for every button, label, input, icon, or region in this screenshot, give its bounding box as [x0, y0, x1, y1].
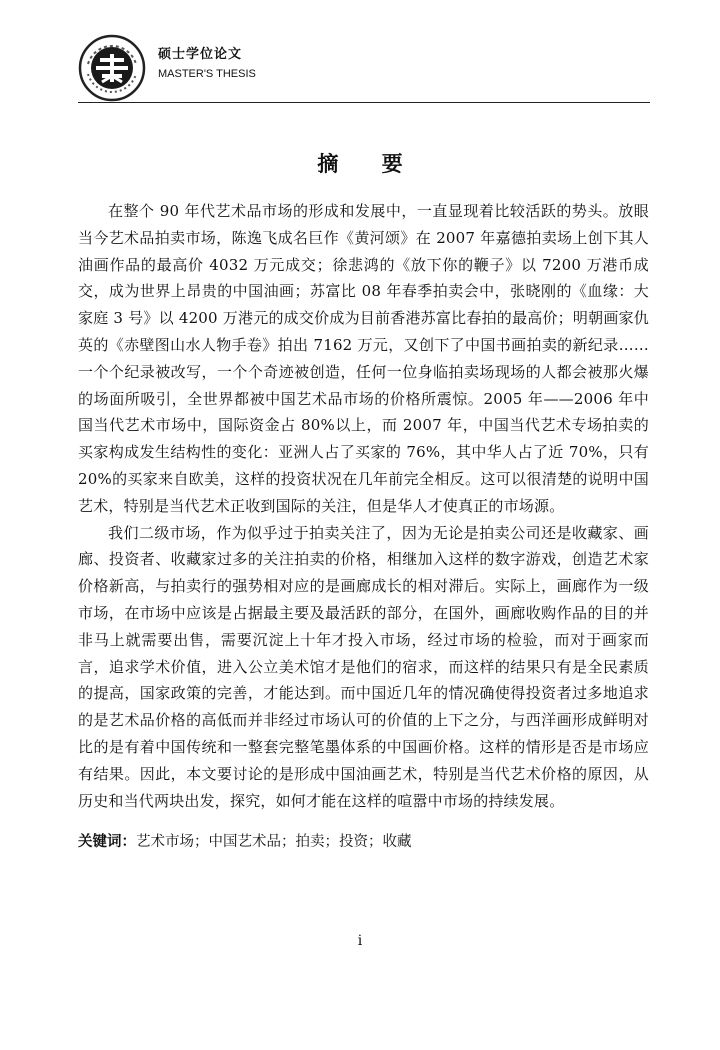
abstract-title: 摘 要 [317, 151, 421, 176]
abstract-paragraph: 在整个 90 年代艺术品市场的形成和发展中，一直显现着比较活跃的势头。放眼当今艺术品拍卖市场，陈逸飞成名巨作《黄河颂》在 2007 年嘉德拍卖场上创下其人油画作品的最高价 4032 万元成交；徐悲鸿的《放下你的鞭子》以 7200 万港币成交，成为世界上昂贵的中国油画；苏富比 08 年春季拍卖会中，张晓刚的《血缘：大家庭 3 号》以 4200 万港元的成交价成为目前香港苏富比春拍的最高价；明朝画家仇英的《赤壁图山水人物手卷》拍出 7162 万元，又创下了中国书画拍卖的新纪录……一个个纪录被改写，一个个奇迹被创造，任何一位身临拍卖场现场的人都会被那火爆的场面所吸引，全世界都被中国艺术品市场的价格所震惊。2005 年——2006 年中国当代艺术市场中，国际资金占 80%以上，而 2007 年，中国当代艺术专场拍卖的买家构成发生结构性的变化：亚洲人占了买家的 76%，其中华人占了近 70%，只有 20%的买家来自欧美，这样的投资状况在几年前完全相反。这可以很清楚的说明中国艺术，特别是当代艺术正收到国际的关注，但是华人才使真正的市场源。 [78, 202, 649, 515]
thesis-header [78, 34, 638, 104]
page-number: i [357, 933, 363, 949]
header-divider [78, 102, 650, 103]
keywords-label: 关键词： [78, 833, 136, 850]
university-logo [78, 34, 146, 102]
abstract-paragraph: 我们二级市场，作为似乎过于拍卖关注了，因为无论是拍卖公司还是收藏家、画廊、投资者、收藏家过多的关注拍卖的价格，相继加入这样的数字游戏，创造艺术家价格新高，与拍卖行的强势相对应的是画廊成长的相对滞后。实际上，画廊作为一级市场，在市场中应该是占据最主要及最活跃的部分，在国外，画廊收购作品的目的并非马上就需要出售，需要沉淀上十年才投入市场，经过市场的检验，而对于画家而言，追求学术价值，进入公立美术馆才是他们的宿求，而这样的结果只有是全民素质的提高，国家政策的完善，才能达到。而中国近几年的情况确使得投资者过多地追求的是艺术品价格的高低而并非经过市场认可的价值的上下之分，与西洋画形成鲜明对比的是有着中国传统和一整套完整笔墨体系的中国画价格。这样的情形是否是市场应有结果。因此，本文要讨论的是形成中国油画艺术，特别是当代艺术价格的原因，从历史和当代两块出发，探究，如何才能在这样的喧嚣中市场的持续发展。 [78, 523, 649, 810]
abstract-body [78, 198, 649, 814]
keywords-line [78, 830, 412, 851]
header-title-en: MASTER'S THESIS [158, 68, 256, 80]
header-title-cn: 硕士学位论文 [158, 47, 243, 62]
keywords-text: 艺术市场；中国艺术品；拍卖；投资；收藏 [136, 834, 412, 850]
